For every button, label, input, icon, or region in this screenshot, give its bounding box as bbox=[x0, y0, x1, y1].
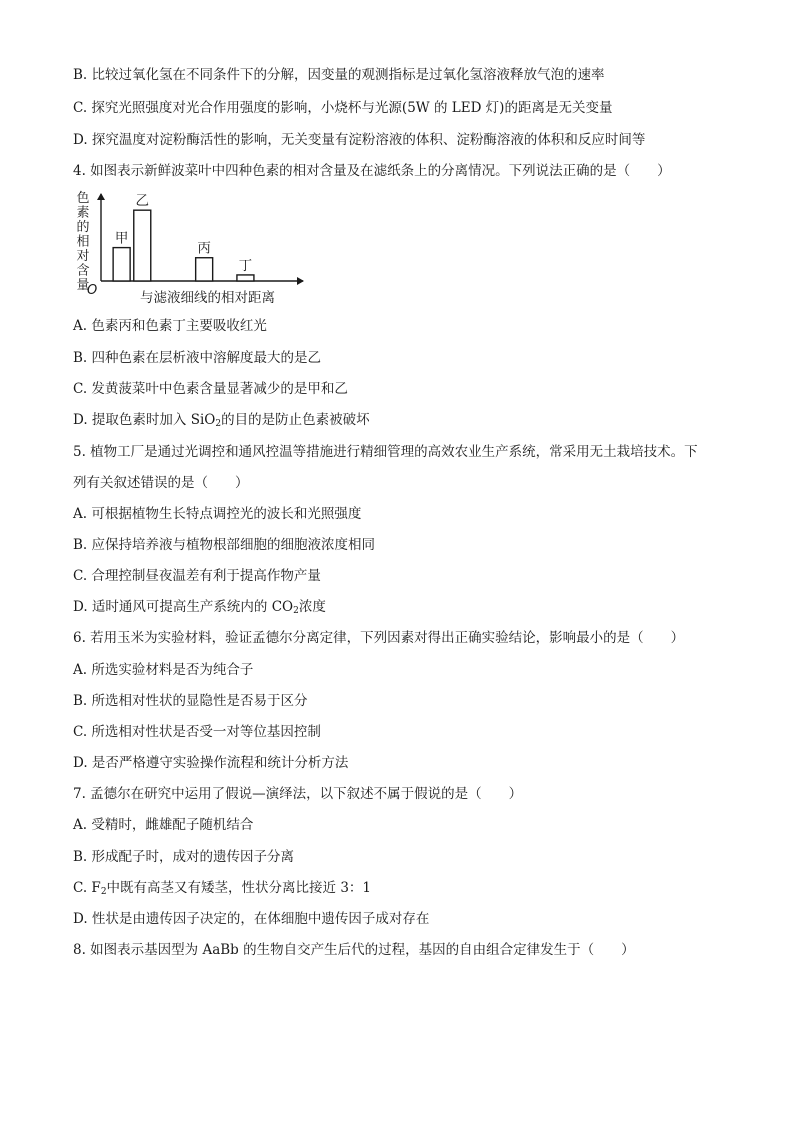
text-line: A. 可根据植物生长特点调控光的波长和光照强度 bbox=[73, 506, 362, 522]
bar-label-3: 丙 bbox=[197, 240, 211, 257]
text-line: A. 受精时，雌雄配子随机结合 bbox=[73, 817, 254, 833]
text-line: B. 四种色素在层析液中溶解度最大的是乙 bbox=[73, 350, 322, 366]
pigment-bar-chart bbox=[73, 188, 313, 310]
text-line: A. 所选实验材料是否为纯合子 bbox=[73, 662, 254, 678]
text-line: B. 所选相对性状的显隐性是否易于区分 bbox=[73, 693, 308, 709]
text-line: 列有关叙述错误的是（ ） bbox=[73, 475, 249, 491]
bar-label-1: 甲 bbox=[114, 230, 129, 247]
text-line: C. 发黄菠菜叶中色素含量显著减少的是甲和乙 bbox=[73, 381, 348, 397]
text-line: C. 所选相对性状是否受一对等位基因控制 bbox=[73, 724, 321, 740]
y-axis-label bbox=[76, 191, 89, 293]
text-line: C. $F_2$中既有高茎又有矮茎，性状分离比接近 3：1 bbox=[73, 880, 372, 897]
text-line: B. 比较过氧化氢在不同条件下的分解，因变量的观测指标是过氧化氢溶液释放气泡的速率 bbox=[73, 67, 605, 83]
text-line: D. 性状是由遗传因子决定的，在体细胞中遗传因子成对存在 bbox=[73, 911, 430, 927]
text-line: B. 形成配子时，成对的遗传因子分离 bbox=[73, 849, 295, 865]
text-line: C. 合理控制昼夜温差有利于提高作物产量 bbox=[73, 568, 321, 584]
bar-label-4: 丁 bbox=[238, 257, 253, 274]
question-7-stem: 7. 孟德尔在研究中运用了假说—演绎法，以下叙述不属于假说的是（ ） bbox=[73, 786, 523, 802]
y-axis-label-text: 色素的相对含量 bbox=[76, 191, 90, 293]
x-axis-label: 与滤液细线的相对距离 bbox=[140, 290, 275, 306]
text-line: D. 适时通风可提高生产系统内的 $CO_2$浓度 bbox=[73, 599, 326, 616]
bar-3 bbox=[196, 258, 213, 281]
text-line: B. 应保持培养液与植物根部细胞的细胞液浓度相同 bbox=[73, 537, 376, 553]
bar-2 bbox=[134, 210, 151, 281]
text-line: A. 色素丙和色素丁主要吸收红光 bbox=[73, 318, 267, 334]
text-line: C. 探究光照强度对光合作用强度的影响，小烧杯与光源(5W 的 LED 灯)的距离是无关变量 bbox=[73, 100, 613, 116]
bar-label-2: 乙 bbox=[135, 193, 150, 210]
origin-label: O bbox=[87, 283, 98, 298]
question-4-stem: 4. 如图表示新鲜波菜叶中四种色素的相对含量及在滤纸条上的分离情况。下列说法正确的是（ ） bbox=[73, 163, 671, 179]
text-line: D. 提取色素时加入 SiO$_2$的目的是防止色素被破坏 bbox=[73, 412, 370, 429]
question-8-stem: 8. 如图表示基因型为 AaBb 的生物自交产生后代的过程，基因的自由组合定律发生于（ ） bbox=[73, 942, 635, 958]
text-line: D. 是否严格遵守实验操作流程和统计分析方法 bbox=[73, 755, 349, 771]
bar-1 bbox=[113, 248, 130, 281]
bar-4 bbox=[237, 275, 254, 281]
question-5-stem: 5. 植物工厂是通过光调控和通风控温等措施进行精细管理的高效农业生产系统，常采用无土栽培技术。下 bbox=[73, 444, 698, 460]
text-line: D. 探究温度对淀粉酶活性的影响，无关变量有淀粉溶液的体积、淀粉酶溶液的体积和反应时间等 bbox=[73, 132, 646, 148]
question-6-stem: 6. 若用玉米为实验材料，验证孟德尔分离定律，下列因素对得出正确实验结论，影响最小的是（ ） bbox=[73, 630, 685, 646]
